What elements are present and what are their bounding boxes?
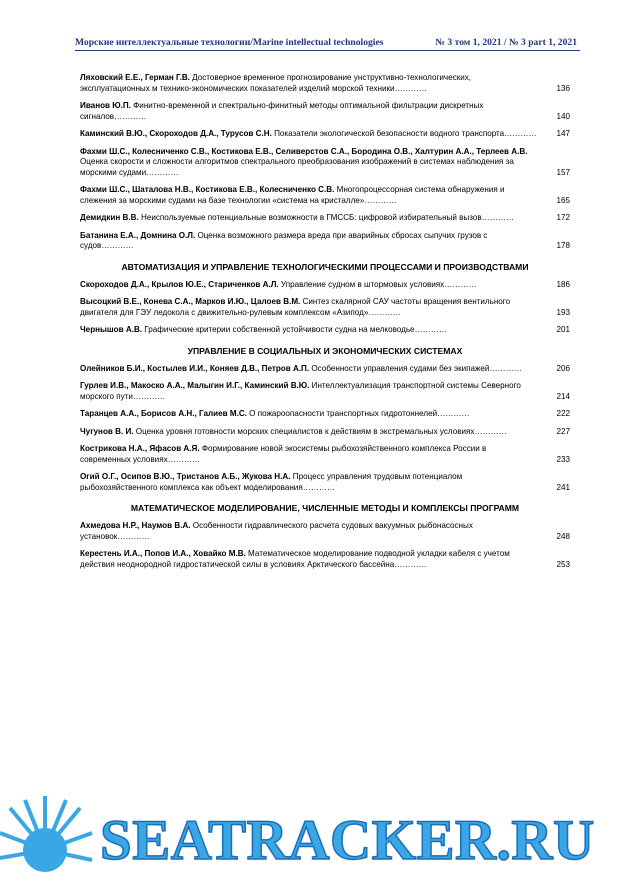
entry-authors: Чугунов В. И. xyxy=(80,426,134,436)
toc-entry xyxy=(80,231,570,252)
entry-page: 157 xyxy=(556,167,570,177)
entry-authors: Каминский В.Ю., Скороходов Д.А., Турусов С.Н. xyxy=(80,129,272,138)
entry-page: 172 xyxy=(556,213,570,222)
leader-dots: ………… xyxy=(437,409,470,418)
entry-title: О пожароопасности транспортных гидротоннелей xyxy=(249,409,438,418)
entry-authors: Огий О.Г., Осипов В.Ю., Тристанов А.Б., Жукова Н.А. xyxy=(80,472,291,481)
entry-title: Оценка возможного размера вреда при аварийных сбросах сыпучих грузов с судов xyxy=(80,230,488,250)
watermark-text: SEATRACKER.RU xyxy=(100,809,595,872)
entry-page: 201 xyxy=(556,325,570,334)
leader-dots: ………… xyxy=(132,391,166,401)
leader-dots: ………… xyxy=(364,195,397,205)
running-header xyxy=(75,37,577,48)
entry-title: Графические критерии собственной устойчивости судна на мелководье xyxy=(144,325,415,334)
toc-entry xyxy=(80,147,570,179)
leader-dots: ………… xyxy=(302,482,336,492)
entry-authors: Кострикова Н.А., Яфасов А.Я. xyxy=(80,444,200,453)
toc-entry xyxy=(80,427,570,438)
leader-dots: ………… xyxy=(167,454,201,464)
leader-dots: ………… xyxy=(117,531,150,541)
toc-entry xyxy=(80,472,570,493)
toc-group-automation xyxy=(80,280,570,336)
entry-authors: Демидкин В.В. xyxy=(80,213,139,222)
entry-authors: Олейников Б.И., Костылев И.И., Коняев Д.В., Петров А.П. xyxy=(80,363,310,373)
leader-dots: ………… xyxy=(114,111,147,121)
sun-icon xyxy=(0,796,92,872)
toc-entry xyxy=(80,549,570,570)
entry-title: Особенности гидравлического расчета судовых вакуумных рыбонасосных установок xyxy=(80,521,473,541)
table-of-contents xyxy=(80,73,570,577)
entry-page: 140 xyxy=(556,111,570,121)
toc-entry xyxy=(80,325,570,336)
entry-authors: Иванов Ю.П. xyxy=(80,101,131,110)
toc-group-top xyxy=(80,73,570,252)
toc-entry xyxy=(80,521,570,542)
section-heading-social: УПРАВЛЕНИЕ В СОЦИАЛЬНЫХ И ЭКОНОМИЧЕСКИХ СИСТЕМАХ xyxy=(187,345,463,356)
leader-dots: ………… xyxy=(146,167,179,177)
entry-authors: Гурлев И.В., Макоско А.А., Малыгин И.Г., Каминский В.Ю. xyxy=(80,381,310,390)
entry-authors: Фахми Ш.С., Шаталова Н.В., Костикова Е.В., Колесниченко С.В. xyxy=(80,185,335,194)
entry-title: Математическое моделирование подводной укладки кабеля с учетом действия неоднородной гидростатической силы в условиях Арктического бассейна xyxy=(80,549,510,569)
entry-page: 233 xyxy=(556,454,570,464)
entry-page: 206 xyxy=(556,363,570,373)
entry-page: 178 xyxy=(556,241,570,250)
toc-entry xyxy=(80,381,570,402)
toc-entry xyxy=(80,129,570,140)
leader-dots: ………… xyxy=(368,307,401,317)
entry-page: 253 xyxy=(556,559,570,569)
entry-authors: Батанина Е.А., Домнина О.Л. xyxy=(80,230,196,240)
entry-page: 214 xyxy=(556,391,570,401)
entry-title: Оценка скорости и сложности алгоритмов спектрального преобразования изображений в системах наблюдения за морскими судами xyxy=(80,157,514,177)
toc-entry xyxy=(80,409,570,420)
entry-page: 241 xyxy=(556,482,570,492)
entry-title: Процесс управления трудовым потенциалом рыбохозяйственного комплекса как объект моделирования xyxy=(80,472,463,492)
leader-dots: ………… xyxy=(394,83,427,93)
leader-dots: ………… xyxy=(394,559,427,569)
leader-dots: ………… xyxy=(489,363,522,373)
entry-title: Достоверное временное прогнозирование унструктивно-технологических, эксплуатационных м технико-экономических показателей изделий морской техники xyxy=(80,73,472,93)
header-rule xyxy=(75,50,580,51)
issue-number: № 3 том 1, 2021 / № 3 part 1, 2021 xyxy=(435,37,577,48)
leader-dots: ………… xyxy=(504,129,537,138)
entry-authors: Высоцкий В.Е., Конева С.А., Марков И.Ю., Цалоев В.М. xyxy=(80,297,301,306)
entry-authors: Керестень И.А., Попов И.А., Ховайко М.В. xyxy=(80,549,246,558)
entry-authors: Ахмедова Н.Р., Наумов В.А. xyxy=(80,521,191,530)
leader-dots: ………… xyxy=(414,325,447,334)
toc-entry xyxy=(80,444,570,465)
toc-entry xyxy=(80,185,570,206)
toc-entry xyxy=(80,297,570,318)
entry-page: 186 xyxy=(556,279,570,289)
toc-entry xyxy=(80,73,570,94)
entry-authors: Чернышов А.В. xyxy=(80,325,143,334)
entry-page: 227 xyxy=(556,426,570,436)
entry-title: Показатели экологической безопасности водного транспорта xyxy=(274,129,505,138)
entry-authors: Скороходов Д.А., Крылов Ю.Е., Стариченков А.Л. xyxy=(80,279,279,289)
entry-title: Формирование новой экосистемы рыбохозяйственного комплекса России в современных условиях xyxy=(80,444,487,464)
toc-entry xyxy=(80,364,570,375)
entry-title: Финитно-временной и спектрально-финитный методы оптимальной фильтрации дискретных сигналов xyxy=(80,101,484,121)
entry-page: 136 xyxy=(556,83,570,93)
toc-group-social xyxy=(80,364,570,494)
entry-title: Многопроцессорная система обнаружения и слежения за морскими судами на базе технологии «система на кристалле» xyxy=(80,185,505,205)
entry-title: Особенности управления судами без экипажей xyxy=(311,363,490,373)
entry-title: Оценка уровня готовности морских специалистов к действиям в экстремальных условиях xyxy=(135,426,475,436)
leader-dots: ………… xyxy=(444,279,477,289)
toc-group-math xyxy=(80,521,570,570)
entry-title: Управление судном в штормовых условиях xyxy=(280,279,445,289)
journal-title: Морские интеллектуальные технологии/Marine intellectual technologies xyxy=(75,37,384,48)
entry-authors: Таранцев А.А., Борисов А.Н., Галиев М.С. xyxy=(80,409,247,418)
toc-entry xyxy=(80,101,570,122)
entry-title: Синтез скалярной САУ частоты вращения вентильного двигателя для ГЭУ ледокола с движительно-рулевым комплексом «Азипод» xyxy=(80,297,511,317)
toc-entry xyxy=(80,280,570,291)
entry-authors: Фахми Ш.С., Колесниченко С.В., Костикова Е.В., Селиверстов С.А., Бородина О.В., Халтурин А.А., Терлеев А.В. xyxy=(80,146,528,156)
entry-page: 165 xyxy=(556,195,570,205)
section-heading-math: МАТЕМАТИЧЕСКОЕ МОДЕЛИРОВАНИЕ, ЧИСЛЕННЫЕ МЕТОДЫ И КОМПЛЕКСЫ ПРОГРАММ xyxy=(130,503,520,513)
section-heading-automation: АВТОМАТИЗАЦИЯ И УПРАВЛЕНИЕ ТЕХНОЛОГИЧЕСКИМИ ПРОЦЕССАМИ И ПРОИЗВОДСТВАМИ xyxy=(121,261,529,272)
entry-page: 248 xyxy=(556,531,570,541)
entry-page: 147 xyxy=(556,129,570,138)
entry-title: Неиспользуемые потенциальные возможности в ГМССБ: цифровой избирательный вызов xyxy=(140,213,482,222)
leader-dots: ………… xyxy=(101,241,134,250)
entry-page: 193 xyxy=(556,307,570,317)
entry-page: 222 xyxy=(556,409,570,418)
leader-dots: ………… xyxy=(481,213,515,222)
toc-entry xyxy=(80,213,570,224)
entry-authors: Ляховский Е.Е., Герман Г.В. xyxy=(80,73,190,82)
entry-title: Интеллектуализация транспортной системы Северного морского пути xyxy=(80,381,521,401)
leader-dots: ………… xyxy=(474,426,507,436)
